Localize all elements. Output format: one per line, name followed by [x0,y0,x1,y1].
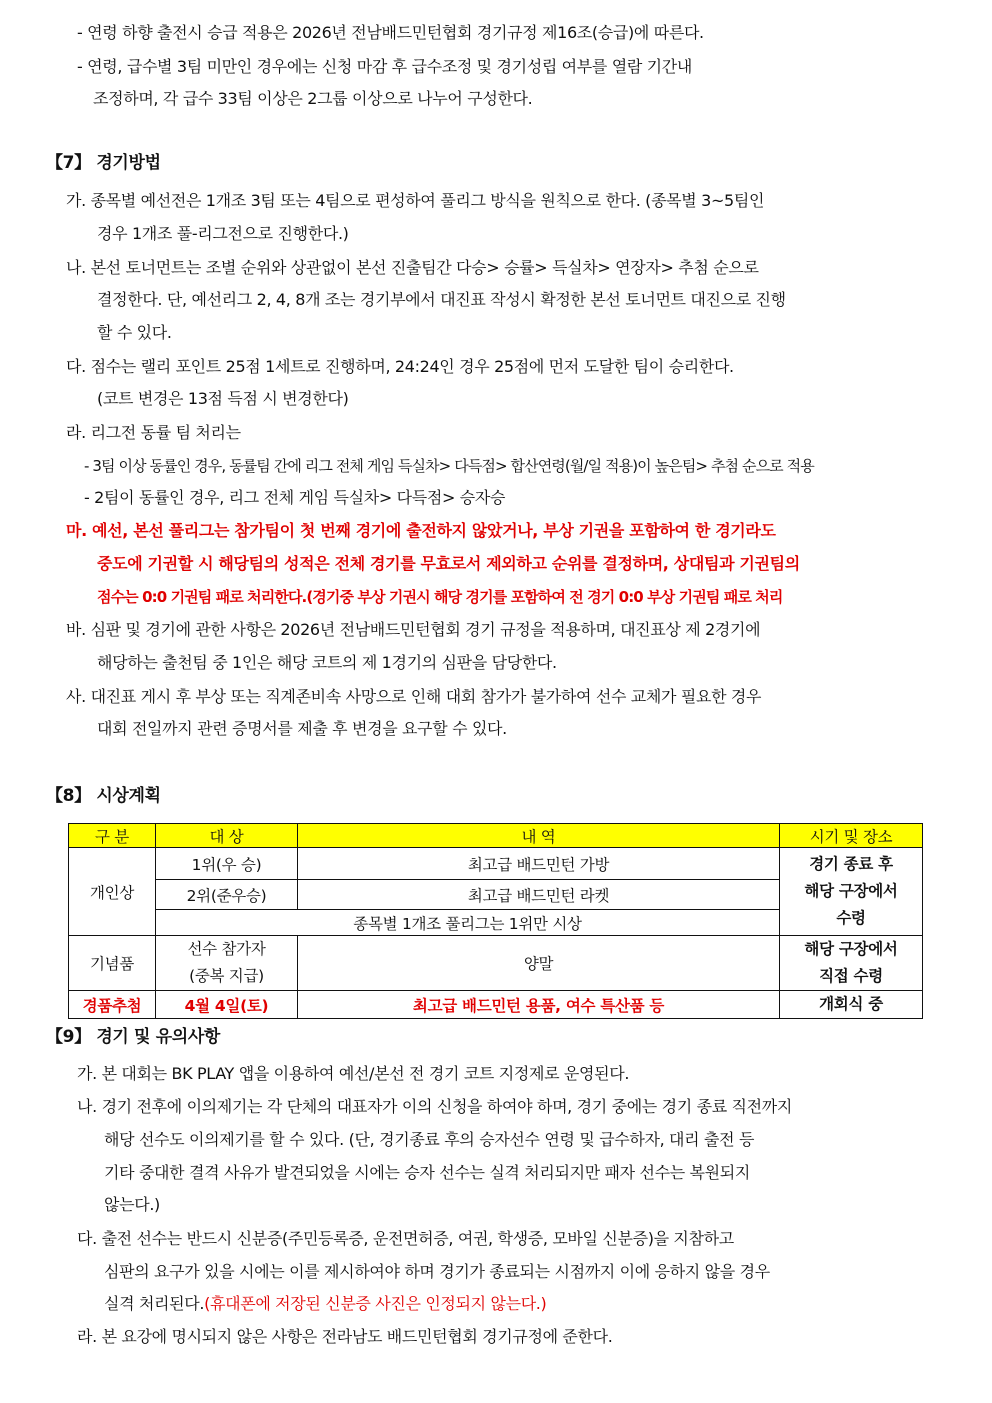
lottery-label: 경품추첨 [69,991,156,1019]
s7-line-9: - 3팀 이상 동률인 경우, 동률팀 간에 리그 전체 게임 득실차> 다득점> 합산연령(월/일 적용)이 높은팀> 추첨 순으로 적용 [84,457,814,475]
souvenir-target-line-2: (중복 지급) [189,967,264,985]
second-place-target: 2위(준우승) [156,880,298,910]
s7-line-12: 중도에 기권할 시 해당팀의 성적은 전체 경기를 무효로서 제외하고 순위를 결정하며, 상대팀과 기권팀의 [97,554,800,573]
s9-line-8 [104,1292,546,1316]
s7-line-1: 가. 종목별 예선전은 1개조 3팀 또는 4팀으로 편성하여 풀리그 방식을 원칙으로 한다. (종목별 3~5팀인 [66,191,765,210]
s7-line-4: 결정한다. 단, 예선리그 2, 4, 8개 조는 경기부에서 대진표 작성시 확정한 본선 토너먼트 대진으로 진행 [97,290,786,309]
s7-line-8: 라. 리그전 동률 팀 처리는 [66,423,241,442]
award-table-header [69,824,923,848]
header-target: 대 상 [156,824,298,848]
s9-line-9: 라. 본 요강에 명시되지 않은 사항은 전라남도 배드민턴협회 경기규정에 준한다. [77,1327,613,1346]
s7-line-6: 다. 점수는 랠리 포인트 25점 1세트로 진행하며, 24:24인 경우 25점에 먼저 도달한 팀이 승리한다. [66,357,734,376]
award-table [68,823,923,1019]
table-row [69,936,923,991]
s9-line-3: 해당 선수도 이의제기를 할 수 있다. (단, 경기종료 후의 승자선수 연령 및 급수하자, 대리 출전 등 [104,1130,755,1149]
s7-line-7: (코트 변경은 13점 득점 시 변경한다) [97,389,349,408]
header-when: 시기 및 장소 [780,824,923,848]
individual-when-line-2: 해당 구장에서 [804,882,898,900]
section-8-heading: 【8】 시상계획 [46,786,161,806]
section-9-heading: 【9】 경기 및 유의사항 [46,1027,220,1047]
s7-line-16: 사. 대진표 게시 후 부상 또는 직계존비속 사망으로 인해 대회 참가가 불가하여 선수 교체가 필요한 경우 [66,687,762,706]
header-category: 구 분 [69,824,156,848]
souvenir-when-line-2: 직접 수령 [819,967,883,985]
pool-league-note: 종목별 1개조 풀리그는 1위만 시상 [156,910,780,936]
s9-line-7: 심판의 요구가 있을 시에는 이를 제시하여야 하며 경기가 종료되는 시점까지 이에 응하지 않을 경우 [104,1262,770,1281]
s9-line-5: 않는다.) [104,1195,160,1214]
individual-when [780,848,923,936]
intro-line-3: 조정하며, 각 급수 33팀 이상은 2그룹 이상으로 나누어 구성한다. [93,89,533,108]
souvenir-detail: 양말 [298,936,780,991]
souvenir-when [780,936,923,991]
lottery-when: 개회식 중 [780,991,923,1019]
s7-line-17: 대회 전일까지 관련 증명서를 제출 후 변경을 요구할 수 있다. [97,719,507,738]
table-row [69,991,923,1019]
s7-line-11: 마. 예선, 본선 풀리그는 참가팀이 첫 번째 경기에 출전하지 않았거나, 부상 기권을 포함하여 한 경기라도 [66,521,776,540]
s9-line-4: 기타 중대한 결격 사유가 발견되었을 시에는 승자 선수는 실격 처리되지만 패자 선수는 복원되지 [104,1163,750,1182]
s7-line-5: 할 수 있다. [97,323,172,342]
individual-when-line-1: 경기 종료 후 [809,855,893,873]
header-detail: 내 역 [298,824,780,848]
intro-line-2: - 연령, 급수별 3팀 미만인 경우에는 신청 마감 후 급수조정 및 경기성립 여부를 열람 기간내 [77,57,693,76]
first-place-target: 1위(우 승) [156,848,298,880]
lottery-date: 4월 4일(토) [156,991,298,1019]
s7-line-13: 점수는 0:0 기권팀 패로 처리한다.(경기중 부상 기권시 해당 경기를 포함하여 전 경기 0:0 부상 기권팀 패로 처리 [97,588,783,606]
individual-label: 개인상 [69,848,156,936]
souvenir-label: 기념품 [69,936,156,991]
table-row [69,848,923,880]
s9-line-1: 가. 본 대회는 BK PLAY 앱을 이용하여 예선/본선 전 경기 코트 지정제로 운영된다. [77,1064,630,1083]
s9-line-6: 다. 출전 선수는 반드시 신분증(주민등록증, 운전면허증, 여권, 학생증, 모바일 신분증)을 지참하고 [77,1229,734,1248]
id-photo-note: (휴대폰에 저장된 신분증 사진은 인정되지 않는다.) [204,1294,547,1313]
s7-line-10: - 2팀이 동률인 경우, 리그 전체 게임 득실차> 다득점> 승자승 [84,488,506,507]
souvenir-target [156,936,298,991]
s7-line-3: 나. 본선 토너먼트는 조별 순위와 상관없이 본선 진출팀간 다승> 승률> 득실차> 연장자> 추첨 순으로 [66,258,759,277]
s7-line-2: 경우 1개조 풀-리그전으로 진행한다.) [97,224,349,243]
lottery-detail: 최고급 배드민턴 용품, 여수 특산품 등 [298,991,780,1019]
souvenir-when-line-1: 해당 구장에서 [804,940,898,958]
s7-line-14: 바. 심판 및 경기에 관한 사항은 2026년 전남배드민턴협회 경기 규정을 적용하며, 대진표상 제 2경기에 [66,620,761,639]
souvenir-target-line-1: 선수 참가자 [187,940,266,958]
s9-line-8-text: 실격 처리된다. [104,1294,205,1313]
individual-when-line-3: 수령 [836,909,866,927]
section-7-heading: 【7】 경기방법 [46,153,161,173]
intro-line-1: - 연령 하향 출전시 승급 적용은 2026년 전남배드민턴협회 경기규정 제16조(승급)에 따른다. [77,23,704,42]
second-place-detail: 최고급 배드민턴 라켓 [298,880,780,910]
first-place-detail: 최고급 배드민턴 가방 [298,848,780,880]
s7-line-15: 해당하는 출천팀 중 1인은 해당 코트의 제 1경기의 심판을 담당한다. [97,653,557,672]
s9-line-2: 나. 경기 전후에 이의제기는 각 단체의 대표자가 이의 신청을 하여야 하며, 경기 중에는 경기 종료 직전까지 [77,1097,792,1116]
